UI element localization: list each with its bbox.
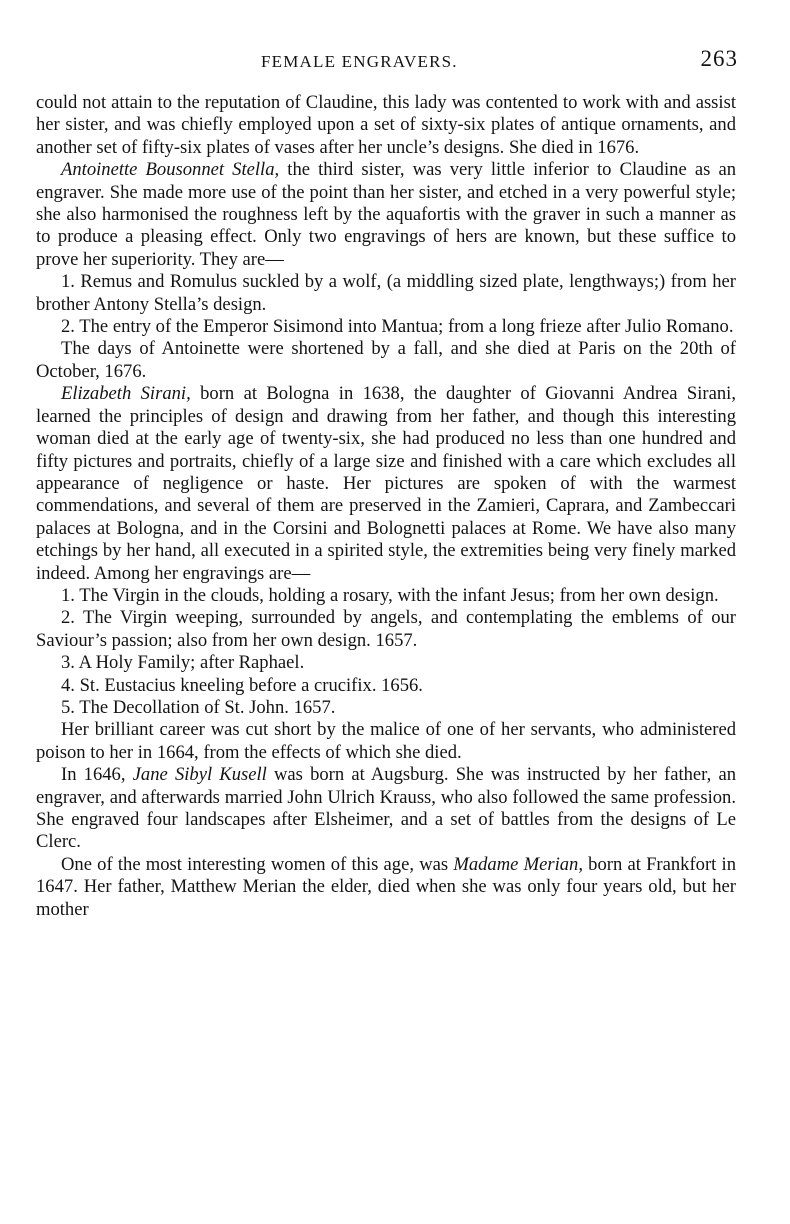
paragraph-madame-merian: [36, 854, 736, 921]
paragraph-lead: One of the most interesting women of this age, was: [61, 853, 454, 875]
paragraph-lead: In 1646,: [61, 764, 133, 786]
list-item-text: 5. The Decollation of St. John. 1657.: [61, 696, 336, 718]
person-name: Elizabeth Sirani,: [61, 383, 191, 405]
engraving-list-item: [36, 675, 736, 697]
engraving-list-item: [36, 652, 736, 674]
body-text: [36, 92, 736, 921]
list-item-text: 4. St. Eustacius kneeling before a crucifix. 1656.: [61, 674, 423, 696]
list-item-text: 1. The Virgin in the clouds, holding a rosary, with the infant Jesus; from her own design.: [61, 584, 719, 606]
engraving-list-item: [36, 607, 736, 652]
paragraph-text: was born at Augsburg. She was instructed by her father, an engraver, and afterwards married John Ulrich Krauss, who also followed the same profession. She engraved four landscapes after Elsheimer, and a set of battles from the designs of Le Clerc.: [36, 764, 736, 853]
person-name: Jane Sibyl Kusell: [132, 764, 267, 786]
paragraph-text: born at Frankfort in 1647. Her father, Matthew Merian the elder, died when she was only four years old, but her mother: [36, 853, 736, 920]
running-title: FEMALE ENGRAVERS.: [261, 52, 458, 71]
list-item-text: 1. Remus and Romulus suckled by a wolf, (a middling sized plate, lengthways;) from her brother Antony Stella’s design.: [36, 271, 736, 315]
engraving-list-item: [36, 271, 736, 316]
paragraph-text: could not attain to the reputation of Claudine, this lady was contented to work with and assist her sister, and was chiefly employed upon a set of sixty-six plates of antique ornaments, and another set of fifty-six plates of vases after her uncle’s designs. She died in 1676.: [36, 92, 736, 158]
page-number: 263: [700, 46, 738, 71]
engraving-list-item: [36, 585, 736, 607]
person-name: Antoinette Bousonnet Stella,: [61, 159, 280, 181]
paragraph-antoinette-death: [36, 338, 736, 383]
paragraph-antoinette: [36, 159, 736, 271]
paragraph-text: The days of Antoinette were shortened by a fall, and she died at Paris on the 20th of October, 1676.: [36, 338, 736, 382]
paragraph-elizabeth-sirani: [36, 383, 736, 585]
paragraph-continuation: [36, 92, 736, 159]
list-item-text: 2. The entry of the Emperor Sisimond into Mantua; from a long frieze after Julio Romano.: [61, 316, 734, 338]
engraving-list-item: [36, 316, 736, 338]
list-item-text: 3. A Holy Family; after Raphael.: [61, 652, 305, 674]
paragraph-text: the third sister, was very little inferior to Claudine as an engraver. She made more use of the point than her sister, and etched in a very powerful style; she also harmonised the roughness left by the aquafortis with the graver in such a manner as to produce a pleasing effect. Only two engravings of hers are known, but these suffice to prove her superiority. They are—: [36, 159, 736, 270]
paragraph-text: Her brilliant career was cut short by the malice of one of her servants, who administered poison to her in 1664, from the effects of which she died.: [36, 719, 736, 763]
paragraph-sirani-death: [36, 719, 736, 764]
engraving-list-item: [36, 697, 736, 719]
paragraph-text: born at Bologna in 1638, the daughter of Giovanni Andrea Sirani, learned the principles of design and drawing from her father, and though this interesting woman died at the early age of twenty-six, she had produced no less than one hundred and fifty pictures and portraits, chiefly of a large size and finished with a care which excludes all appearance of negligence or haste. Her pictures are spoken of with the warmest commendations, and several of them are preserved in the Zamieri, Caprara, and Zambeccari palaces at Bologna, and in the Corsini and Bolognetti palaces at Rome. We have also many etchings by her hand, all executed in a spirited style, the extremities being very finely marked indeed. Among her engravings are—: [36, 383, 736, 584]
paragraph-jane-kusell: [36, 764, 736, 854]
person-name: Madame Merian,: [453, 853, 583, 875]
list-item-text: 2. The Virgin weeping, surrounded by angels, and contemplating the emblems of our Saviour’s passion; also from her own design. 1657.: [36, 607, 736, 651]
page-header: [36, 48, 736, 92]
